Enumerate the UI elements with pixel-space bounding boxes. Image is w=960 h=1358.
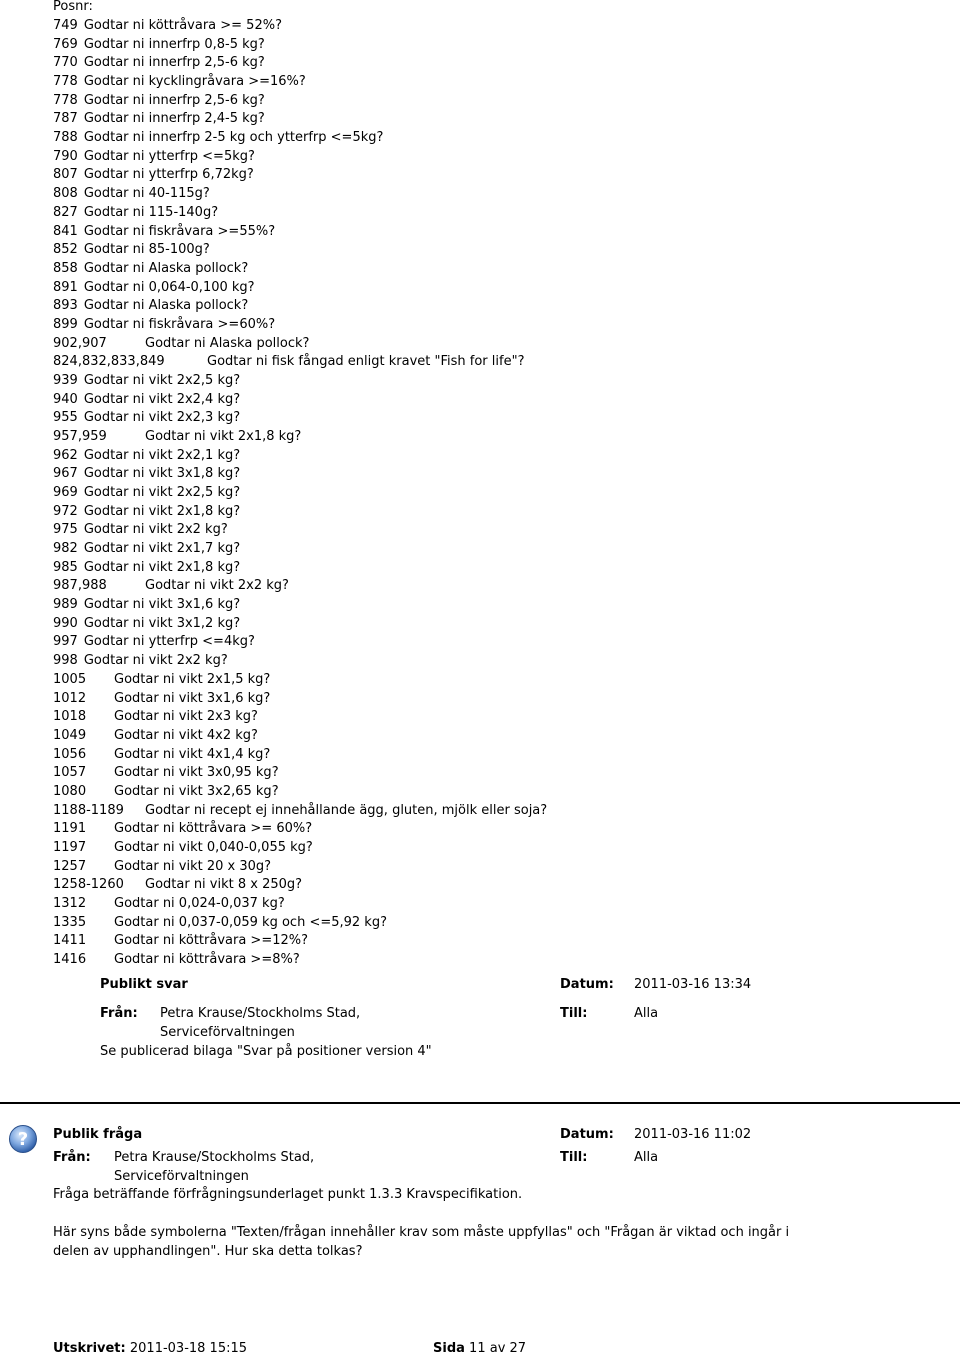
entry-row [53,391,240,409]
entry-position: 962 [53,447,78,463]
entry-position: 824,832,833,849 [53,354,165,370]
entry-row [53,802,547,820]
footer-printed [53,1340,247,1358]
entry-question: Godtar ni recept ej innehållande ägg, gluten, mjölk eller soja? [145,802,548,818]
entry-position: 939 [53,372,78,388]
question-datum-value: 2011-03-16 11:02 [634,1127,752,1142]
entry-question: Godtar ni vikt 4x2 kg? [114,727,258,743]
question-title: Publik fråga [53,1127,143,1142]
entry-position: 778 [53,92,78,108]
answer-to-value: Alla [634,1006,659,1021]
entry-question: Godtar ni Alaska pollock? [145,335,310,351]
entry-row [53,746,270,764]
entry-position: 955 [53,410,78,426]
entry-row [53,932,308,950]
entry-question: Godtar ni fisk fångad enligt kravet "Fish for life"? [207,354,525,370]
question-mark-icon [8,1124,38,1154]
entry-row [53,671,270,689]
entry-question: Godtar ni vikt 2x1,8 kg? [145,429,302,444]
entry-row [53,409,240,427]
entry-question: Godtar ni innerfrp 2-5 kg och ytterfrp <=5kg? [83,130,384,146]
entry-row [53,372,240,390]
entry-position: 987,988 [53,578,107,594]
question-body-line1: Här syns både symbolerna "Texten/frågan innehåller krav som måste uppfyllas" och "Frågan är viktad och ingår i [53,1225,790,1240]
entry-row [53,316,275,334]
entry-position: 967 [53,466,78,482]
entry-position: 969 [53,485,78,500]
entry-question: Godtar ni vikt 2x1,8 kg? [83,503,241,519]
entry-row [53,633,255,651]
entry-question: Godtar ni vikt 8 x 250g? [145,877,303,893]
entry-row [53,465,240,483]
entry-row [53,839,313,857]
entry-position: 1188-1189 [53,802,124,818]
section-divider [0,1102,960,1104]
entry-position: 1005 [53,671,87,687]
footer-printed-label: Utskrivet: [53,1341,126,1356]
answer-from-line1: Petra Krause/Stockholms Stad, [160,1006,361,1021]
answer-from-line2: Serviceförvaltningen [160,1025,295,1040]
entry-question: Godtar ni köttråvara >= 60%? [114,821,313,837]
entry-question: Godtar ni vikt 3x1,8 kg? [83,466,241,482]
entry-position: 1057 [53,765,87,781]
entry-question: Godtar ni vikt 3x2,65 kg? [114,783,279,799]
entry-row [53,820,312,838]
entry-position: 989 [53,597,78,613]
entry-question: Godtar ni vikt 2x2 kg? [83,653,228,669]
entry-question: Godtar ni köttråvara >= 52%? [83,18,282,33]
entry-row [53,577,289,595]
entry-position: 1312 [53,896,87,911]
question-from-line2: Serviceförvaltningen [114,1169,249,1184]
entry-question: Godtar ni kycklingråvara >=16%? [83,74,306,89]
entry-row [53,17,282,35]
entry-position: 998 [53,653,78,669]
entry-question: Godtar ni 115-140g? [83,204,219,220]
entry-question: Godtar ni innerfrp 0,8-5 kg? [83,36,265,52]
entry-row [53,914,387,932]
entry-question: Godtar ni ytterfrp 6,72kg? [83,167,254,183]
entry-row [53,783,279,801]
entry-position: 841 [53,223,78,239]
entry-row [53,241,210,259]
answer-datum-label: Datum: [560,977,614,992]
entry-position: 982 [53,541,78,556]
entry-question: Godtar ni vikt 4x1,4 kg? [114,746,271,762]
entry-row [53,129,383,147]
footer-page-value: 11 av 27 [469,1341,527,1356]
footer-page [433,1340,526,1358]
entry-position: 1191 [53,821,87,837]
entry-row [53,223,275,241]
entry-question: Godtar ni vikt 2x2,5 kg? [83,485,241,500]
entry-question: Godtar ni köttråvara >=12%? [114,933,309,949]
entry-position: 891 [53,279,78,295]
entry-row [53,204,218,222]
entry-position: 902,907 [53,335,107,351]
footer-printed-value: 2011-03-18 15:15 [129,1341,248,1356]
entry-question: Godtar ni vikt 0,040-0,055 kg? [114,839,313,855]
entry-question: Godtar ni vikt 2x2,3 kg? [83,410,241,426]
entry-position: 788 [53,130,78,146]
entry-question: Godtar ni vikt 20 x 30g? [114,858,272,874]
entry-position: 787 [53,111,78,127]
answer-datum-value: 2011-03-16 13:34 [634,977,752,992]
entry-position: 790 [53,148,78,164]
entry-position: 1080 [53,783,87,799]
question-body-line2: delen av upphandlingen". Hur ska detta tolkas? [53,1244,363,1259]
entry-position: 997 [53,634,78,650]
entry-position: 899 [53,316,78,332]
question-to-label: Till: [560,1150,588,1165]
entry-position: 1335 [53,914,87,930]
footer-page-label: Sida [433,1341,465,1356]
entry-row [53,876,302,894]
entry-position: 1018 [53,709,87,725]
entry-row [53,279,255,297]
answer-title: Publikt svar [100,977,188,992]
entry-row [53,148,255,166]
entry-question: Godtar ni innerfrp 2,4-5 kg? [83,111,265,127]
entry-question: Godtar ni innerfrp 2,5-6 kg? [83,55,265,71]
svg-text:?: ? [17,1129,29,1150]
entry-position: 1258-1260 [53,877,124,893]
entry-position: 957,959 [53,429,107,444]
entry-row [53,503,240,521]
entry-position: 827 [53,204,78,220]
entry-row [53,895,285,913]
answer-body: Se publicerad bilaga "Svar på positioner version 4" [100,1044,432,1059]
entry-row [53,484,240,502]
entry-row [53,521,228,539]
question-subject: Fråga beträffande förfrågningsunderlaget punkt 1.3.3 Kravspecifikation. [53,1187,523,1202]
entry-position: 1056 [53,746,87,762]
entry-position: 778 [53,74,78,89]
entry-question: Godtar ni vikt 2x3 kg? [114,709,258,725]
entry-row [53,297,248,315]
entry-position: 769 [53,36,78,52]
entry-row [53,353,524,371]
entry-position: 852 [53,242,78,258]
entry-question: Godtar ni 0,024-0,037 kg? [114,896,285,911]
entry-row [53,54,265,72]
entry-row [53,335,309,353]
entry-row [53,110,265,128]
entry-row [53,185,210,203]
entry-row [53,428,301,446]
entry-question: Godtar ni vikt 2x2 kg? [83,522,228,538]
entry-row [53,615,240,633]
entry-row [53,596,240,614]
entry-position: 807 [53,167,78,183]
entry-row [53,764,279,782]
question-datum-label: Datum: [560,1127,614,1142]
entry-question: Godtar ni fiskråvara >=55%? [83,223,276,239]
entry-question: Godtar ni ytterfrp <=4kg? [83,634,255,650]
entry-row [53,447,240,465]
entry-row [53,73,306,91]
entry-position: 990 [53,615,78,631]
entry-row [53,951,300,969]
entry-position: 972 [53,503,78,519]
entry-question: Godtar ni vikt 2x1,7 kg? [83,541,241,556]
entry-position: 1012 [53,690,87,706]
entry-question: Godtar ni vikt 2x2 kg? [145,578,289,594]
entry-row [53,166,254,184]
entry-position: 1416 [53,952,87,967]
entry-row [53,260,248,278]
question-to-value: Alla [634,1150,659,1165]
entry-question: Godtar ni vikt 2x2,1 kg? [83,447,241,463]
entry-row [53,858,271,876]
entry-position: 749 [53,18,78,33]
entry-position: 858 [53,260,78,276]
entry-position: 1411 [53,933,87,949]
entry-question: Godtar ni köttråvara >=8%? [114,952,300,967]
entry-question: Godtar ni vikt 2x2,5 kg? [83,372,241,388]
entry-question: Godtar ni Alaska pollock? [83,298,249,314]
entry-position: 770 [53,55,78,71]
entry-question: Godtar ni 40-115g? [83,186,210,202]
entry-question: Godtar ni vikt 2x1,8 kg? [83,559,241,575]
entry-row [53,727,258,745]
entry-question: Godtar ni Alaska pollock? [83,260,249,276]
entry-row [53,652,228,670]
question-from-line1: Petra Krause/Stockholms Stad, [114,1150,315,1165]
answer-to-label: Till: [560,1006,588,1021]
entry-position: 940 [53,391,78,407]
entry-question: Godtar ni fiskråvara >=60%? [83,316,276,332]
entry-row [53,540,240,558]
entry-question: Godtar ni ytterfrp <=5kg? [83,148,255,164]
entry-question: Godtar ni vikt 3x1,6 kg? [114,690,271,706]
entry-row [53,36,265,54]
entry-question: Godtar ni vikt 2x2,4 kg? [83,391,241,407]
entry-question: Godtar ni innerfrp 2,5-6 kg? [83,92,265,108]
entry-position: 1049 [53,727,87,743]
entry-question: Godtar ni 0,037-0,059 kg och <=5,92 kg? [114,914,387,930]
answer-from-label: Från: [100,1006,138,1021]
entry-row [53,92,265,110]
entry-question: Godtar ni vikt 3x1,2 kg? [83,615,241,631]
entry-question: Godtar ni vikt 3x0,95 kg? [114,765,279,781]
entry-position: 1197 [53,839,87,855]
question-from-label: Från: [53,1150,91,1165]
entry-position: 985 [53,559,78,575]
entry-row [53,690,270,708]
entry-row [53,559,240,577]
entry-position: 975 [53,522,78,538]
posnr-label: Posnr: [53,0,93,14]
entry-question: Godtar ni vikt 2x1,5 kg? [114,671,271,687]
entry-position: 1257 [53,858,87,874]
entry-position: 808 [53,186,78,202]
entry-question: Godtar ni vikt 3x1,6 kg? [83,597,241,613]
entry-row [53,708,258,726]
entry-question: Godtar ni 85-100g? [83,242,210,258]
entry-position: 893 [53,298,78,314]
entry-question: Godtar ni 0,064-0,100 kg? [83,279,255,295]
